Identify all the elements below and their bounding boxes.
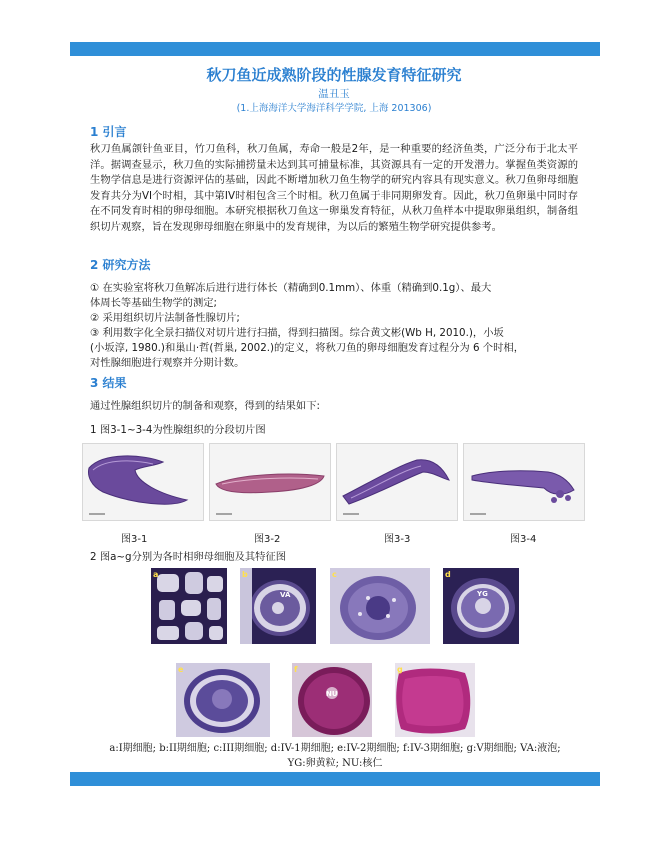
methods-line: ③ 利用数字化全景扫描仪对切片进行扫描，得到扫描图。综合黄文彬(Wb H, 2010.)，小坂 bbox=[90, 327, 504, 339]
methods-line: ② 采用组织切片法制备性腺切片; bbox=[90, 312, 240, 324]
results-heading: 3 结果 bbox=[90, 376, 127, 390]
legend-line: a:I期细胞; b:II期细胞; c:III期细胞; d:IV-1期细胞; e:IV-2期细胞; f:IV-3期细胞; g:V期细胞; VA:液泡; bbox=[109, 743, 561, 754]
figure-3-1-image bbox=[82, 443, 204, 521]
micrograph-g bbox=[395, 663, 475, 737]
micrograph-tag: e bbox=[178, 665, 184, 674]
author-name: 温丑玉 bbox=[318, 88, 350, 100]
micrograph-tag: g bbox=[397, 665, 403, 674]
micrograph-f bbox=[292, 663, 372, 737]
figure-legend bbox=[70, 741, 600, 771]
intro-heading: 1 引言 bbox=[90, 125, 127, 139]
figure-3-3-image bbox=[336, 443, 458, 521]
micrograph-tag: f bbox=[294, 665, 298, 674]
vacuole-label: VA bbox=[280, 591, 291, 599]
micrograph-b bbox=[240, 568, 316, 644]
yolk-granule-label: YG bbox=[477, 590, 488, 598]
legend-line: YG:卵黄粒; NU:核仁 bbox=[287, 758, 383, 769]
results-intro: 通过性腺组织切片的制备和观察，得到的结果如下: bbox=[90, 400, 320, 412]
micrograph-e bbox=[176, 663, 270, 737]
micrograph-tag: a bbox=[153, 570, 159, 579]
results-item-1: 1 图3-1~3-4为性腺组织的分段切片图 bbox=[90, 424, 266, 436]
author-affiliation: (1.上海海洋大学海洋科学学院, 上海 201306) bbox=[236, 103, 432, 114]
micrograph-d bbox=[443, 568, 519, 644]
methods-line: (小坂淳, 1980.)和巢山·哲(哲巢, 2002.)的定义，将秋刀鱼的卵母细胞发育过程分为 6 个时相， bbox=[90, 342, 524, 354]
figure-caption: 图3-4 bbox=[510, 534, 537, 545]
bottom-banner bbox=[70, 772, 600, 786]
figure-caption: 图3-3 bbox=[384, 534, 411, 545]
micrograph-tag: b bbox=[242, 570, 248, 579]
figure-caption: 图3-1 bbox=[121, 534, 148, 545]
figure-caption: 图3-2 bbox=[254, 534, 281, 545]
figure-3-2-image bbox=[209, 443, 331, 521]
micrograph-tag: d bbox=[445, 570, 451, 579]
paper-title: 秋刀鱼近成熟阶段的性腺发育特征研究 bbox=[206, 66, 462, 84]
intro-paragraph: 秋刀鱼属颌针鱼亚目，竹刀鱼科，秋刀鱼属，寿命一般是2年，是一种重要的经济鱼类，广泛分布于北太平洋。据调查显示，秋刀鱼的实际捕捞量未达到其可捕量标准，其资源具有一定的开发潜力。掌握鱼类资源的生物学信息是进行资源评估的基础，因此不断增加秋刀鱼生物学的研究内容具有现实意义。秋刀鱼卵母细胞发育共分为VI个时相，其中第IV时相包含三个时相。秋刀鱼属于非同期卵发育。因此，秋刀鱼卵巢中同时存在不同发育时相的卵母细胞。本研究根据秋刀鱼这一卵巢发育特征，从秋刀鱼样本中提取卵巢组织，制备组织切片观察，旨在发现卵母细胞在卵巢中的发育规律，为以后的繁殖生物学研究提供参考。 bbox=[90, 143, 578, 233]
micrograph-tag: c bbox=[332, 570, 337, 579]
nucleolus-label: NU bbox=[326, 690, 338, 698]
micrograph-a bbox=[151, 568, 227, 644]
micrograph-c bbox=[330, 568, 430, 644]
results-item-2: 2 图a~g分别为各时相卵母细胞及其特征图 bbox=[90, 551, 287, 563]
methods-line: 体周长等基础生物学的测定; bbox=[90, 297, 218, 309]
methods-heading: 2 研究方法 bbox=[90, 258, 151, 272]
methods-line: ① 在实验室将秋刀鱼解冻后进行进行体长（精确到0.1mm）、体重（精确到0.1g）、最大 bbox=[90, 282, 492, 294]
methods-line: 对性腺细胞进行观察并分期计数。 bbox=[90, 357, 245, 369]
top-banner bbox=[70, 42, 600, 56]
figure-3-4-image bbox=[463, 443, 585, 521]
